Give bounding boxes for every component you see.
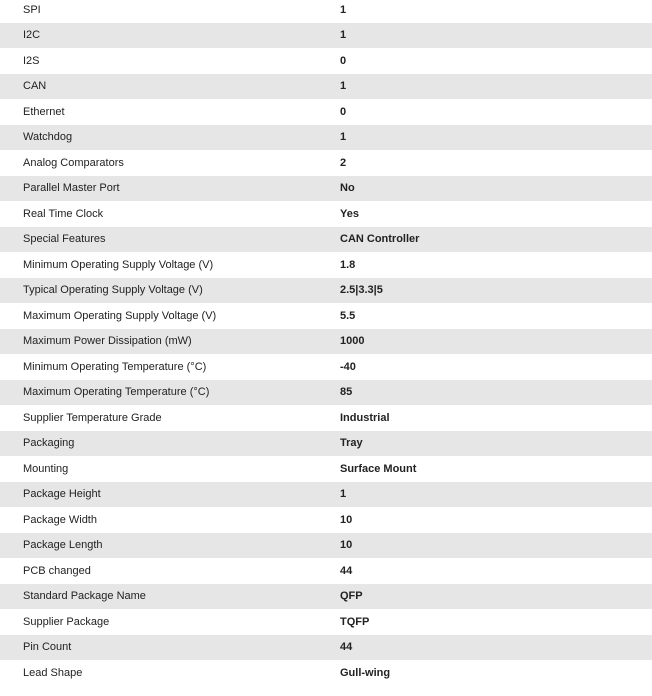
spec-value: Tray xyxy=(318,431,652,457)
table-row xyxy=(0,456,652,482)
spec-value: No xyxy=(318,176,652,202)
table-row xyxy=(0,431,652,457)
spec-value: CAN Controller xyxy=(318,227,652,253)
table-row xyxy=(0,558,652,584)
spec-value: 10 xyxy=(318,533,652,559)
spec-value: 1000 xyxy=(318,329,652,355)
spec-label: Package Width xyxy=(23,513,97,526)
table-row xyxy=(0,303,652,329)
spec-label: SPI xyxy=(23,3,41,16)
table-row xyxy=(0,380,652,406)
spec-value: 44 xyxy=(318,635,652,661)
table-row xyxy=(0,609,652,635)
table-row xyxy=(0,507,652,533)
spec-value: Gull-wing xyxy=(340,666,391,679)
spec-label: Standard Package Name xyxy=(0,584,318,610)
spec-label: Typical Operating Supply Voltage (V) xyxy=(0,278,318,304)
table-row xyxy=(0,176,652,202)
table-row xyxy=(0,635,652,661)
table-row xyxy=(0,405,652,431)
spec-label: Mounting xyxy=(23,462,69,475)
spec-label: I2C xyxy=(0,23,318,49)
spec-value: 2 xyxy=(340,156,347,169)
spec-label: Special Features xyxy=(0,227,318,253)
spec-label: CAN xyxy=(0,74,318,100)
spec-label: Ethernet xyxy=(23,105,65,118)
spec-value: 5.5 xyxy=(340,309,356,322)
table-row xyxy=(0,201,652,227)
table-row xyxy=(0,48,652,74)
table-row xyxy=(0,74,652,100)
table-row xyxy=(0,0,652,23)
table-row xyxy=(0,252,652,278)
spec-value: 1 xyxy=(340,3,347,16)
spec-value: Surface Mount xyxy=(340,462,417,475)
table-row xyxy=(0,584,652,610)
table-row xyxy=(0,329,652,355)
spec-value: 2.5|3.3|5 xyxy=(318,278,652,304)
spec-value: 85 xyxy=(318,380,652,406)
spec-label: Watchdog xyxy=(0,125,318,151)
spec-label: Minimum Operating Temperature (°C) xyxy=(23,360,207,373)
spec-value: 1 xyxy=(318,74,652,100)
spec-value: 44 xyxy=(340,564,353,577)
spec-label: Maximum Power Dissipation (mW) xyxy=(0,329,318,355)
table-row xyxy=(0,278,652,304)
table-row xyxy=(0,660,652,686)
spec-value: QFP xyxy=(318,584,652,610)
spec-label: Parallel Master Port xyxy=(0,176,318,202)
spec-value: -40 xyxy=(340,360,356,373)
spec-value: Yes xyxy=(340,207,359,220)
spec-label: Packaging xyxy=(0,431,318,457)
table-row xyxy=(0,354,652,380)
table-row xyxy=(0,482,652,508)
spec-value: Industrial xyxy=(340,411,390,424)
table-row xyxy=(0,227,652,253)
spec-label: PCB changed xyxy=(23,564,91,577)
spec-value: 1 xyxy=(318,23,652,49)
table-row xyxy=(0,533,652,559)
spec-label: Supplier Temperature Grade xyxy=(23,411,162,424)
table-row xyxy=(0,125,652,151)
spec-label: Supplier Package xyxy=(23,615,110,628)
spec-label: Lead Shape xyxy=(23,666,83,679)
spec-label: Package Length xyxy=(0,533,318,559)
spec-label: Maximum Operating Supply Voltage (V) xyxy=(23,309,217,322)
spec-value: TQFP xyxy=(340,615,370,628)
spec-label: Real Time Clock xyxy=(23,207,104,220)
spec-value: 0 xyxy=(340,54,347,67)
table-row xyxy=(0,23,652,49)
spec-label: Analog Comparators xyxy=(23,156,124,169)
spec-value: 0 xyxy=(340,105,347,118)
spec-label: Package Height xyxy=(0,482,318,508)
spec-value: 1 xyxy=(318,482,652,508)
spec-value: 1 xyxy=(318,125,652,151)
table-row xyxy=(0,150,652,176)
table-row xyxy=(0,99,652,125)
spec-label: Minimum Operating Supply Voltage (V) xyxy=(23,258,214,271)
spec-label: Pin Count xyxy=(0,635,318,661)
spec-label: I2S xyxy=(23,54,40,67)
spec-value: 1.8 xyxy=(340,258,356,271)
spec-value: 10 xyxy=(340,513,353,526)
spec-label: Maximum Operating Temperature (°C) xyxy=(0,380,318,406)
